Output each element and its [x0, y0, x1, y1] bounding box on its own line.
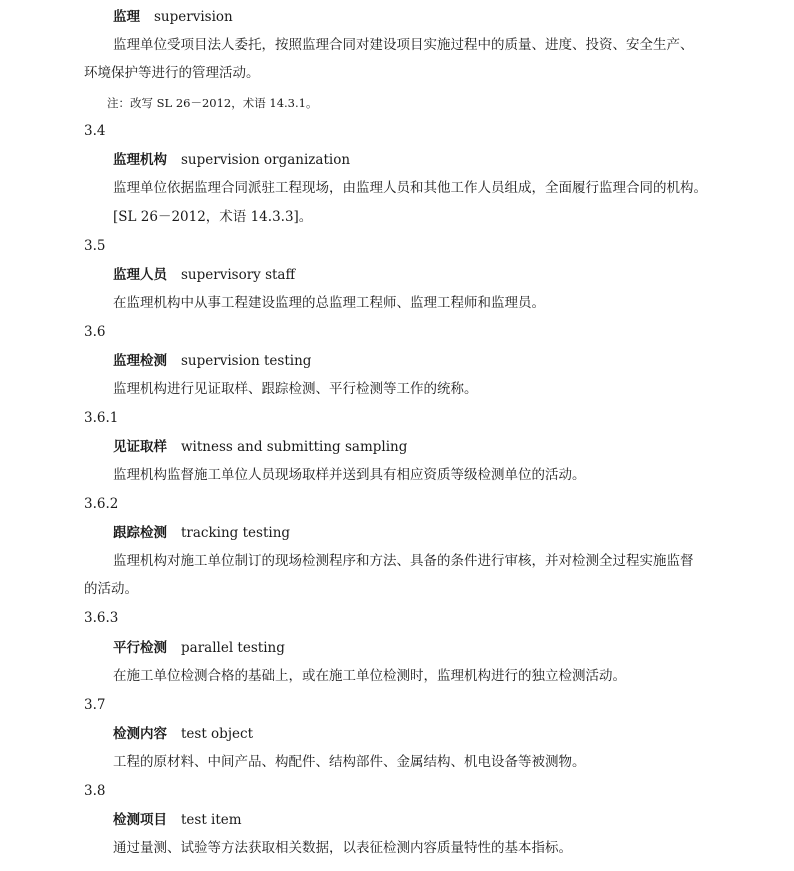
term-en: test item: [181, 812, 242, 828]
term-en: witness and submitting sampling: [181, 439, 408, 455]
term-heading: [113, 437, 407, 457]
term-en: supervision: [154, 9, 233, 25]
term-heading: [113, 150, 350, 170]
term-heading: [113, 724, 253, 744]
term-heading: [113, 351, 311, 371]
clause-number: 3.4: [84, 123, 106, 139]
term-en: parallel testing: [181, 640, 285, 656]
term-heading: [113, 523, 290, 543]
term-zh: 平行检测: [113, 640, 167, 656]
definition-line: 环境保护等进行的管理活动。: [84, 65, 260, 81]
term-zh: 监理人员: [113, 267, 167, 283]
clause-number: 3.8: [84, 783, 106, 799]
term-zh: 检测项目: [113, 812, 167, 828]
clause-number: 3.7: [84, 697, 106, 713]
clause-number: 3.6: [84, 324, 106, 340]
term-en: supervision organization: [181, 152, 351, 168]
clause-number: 3.6.1: [84, 410, 119, 426]
definition-line: 监理单位依据监理合同派驻工程现场，由监理人员和其他工作人员组成，全面履行监理合同的机构。: [113, 180, 707, 196]
term-heading: [113, 638, 285, 658]
term-en: supervisory staff: [181, 267, 296, 283]
term-zh: 监理机构: [113, 152, 167, 168]
definition-line: 监理机构对施工单位制订的现场检测程序和方法、具备的条件进行审核，并对检测全过程实施监督: [113, 553, 694, 569]
term-zh: 跟踪检测: [113, 525, 167, 541]
term-zh: 监理检测: [113, 353, 167, 369]
definition-line: 通过量测、试验等方法获取相关数据，以表征检测内容质量特性的基本指标。: [113, 840, 572, 856]
definition-line: 监理机构监督施工单位人员现场取样并送到具有相应资质等级检测单位的活动。: [113, 467, 586, 483]
term-heading: [113, 7, 233, 27]
definition-line: 的活动。: [84, 581, 138, 597]
term-zh: 见证取样: [113, 439, 167, 455]
definition-line: 在施工单位检测合格的基础上，或在施工单位检测时，监理机构进行的独立检测活动。: [113, 668, 626, 684]
term-en: test object: [181, 726, 253, 742]
definition-line: [SL 26－2012，术语 14.3.3]。: [113, 209, 313, 225]
term-zh: 检测内容: [113, 726, 167, 742]
note: 注：改写 SL 26－2012，术语 14.3.1。: [107, 96, 318, 110]
term-heading: [113, 810, 242, 830]
definition-line: 监理机构进行见证取样、跟踪检测、平行检测等工作的统称。: [113, 381, 478, 397]
clause-number: 3.6.2: [84, 496, 119, 512]
term-en: supervision testing: [181, 353, 312, 369]
definition-line: 监理单位受项目法人委托，按照监理合同对建设项目实施过程中的质量、进度、投资、安全生产、: [113, 37, 694, 53]
clause-number: 3.5: [84, 238, 106, 254]
term-heading: [113, 265, 295, 285]
term-en: tracking testing: [181, 525, 291, 541]
term-zh: 监理: [113, 9, 140, 25]
definition-line: 工程的原材料、中间产品、构配件、结构部件、金属结构、机电设备等被测物。: [113, 754, 586, 770]
clause-number: 3.6.3: [84, 610, 119, 626]
definition-line: 在监理机构中从事工程建设监理的总监理工程师、监理工程师和监理员。: [113, 295, 545, 311]
